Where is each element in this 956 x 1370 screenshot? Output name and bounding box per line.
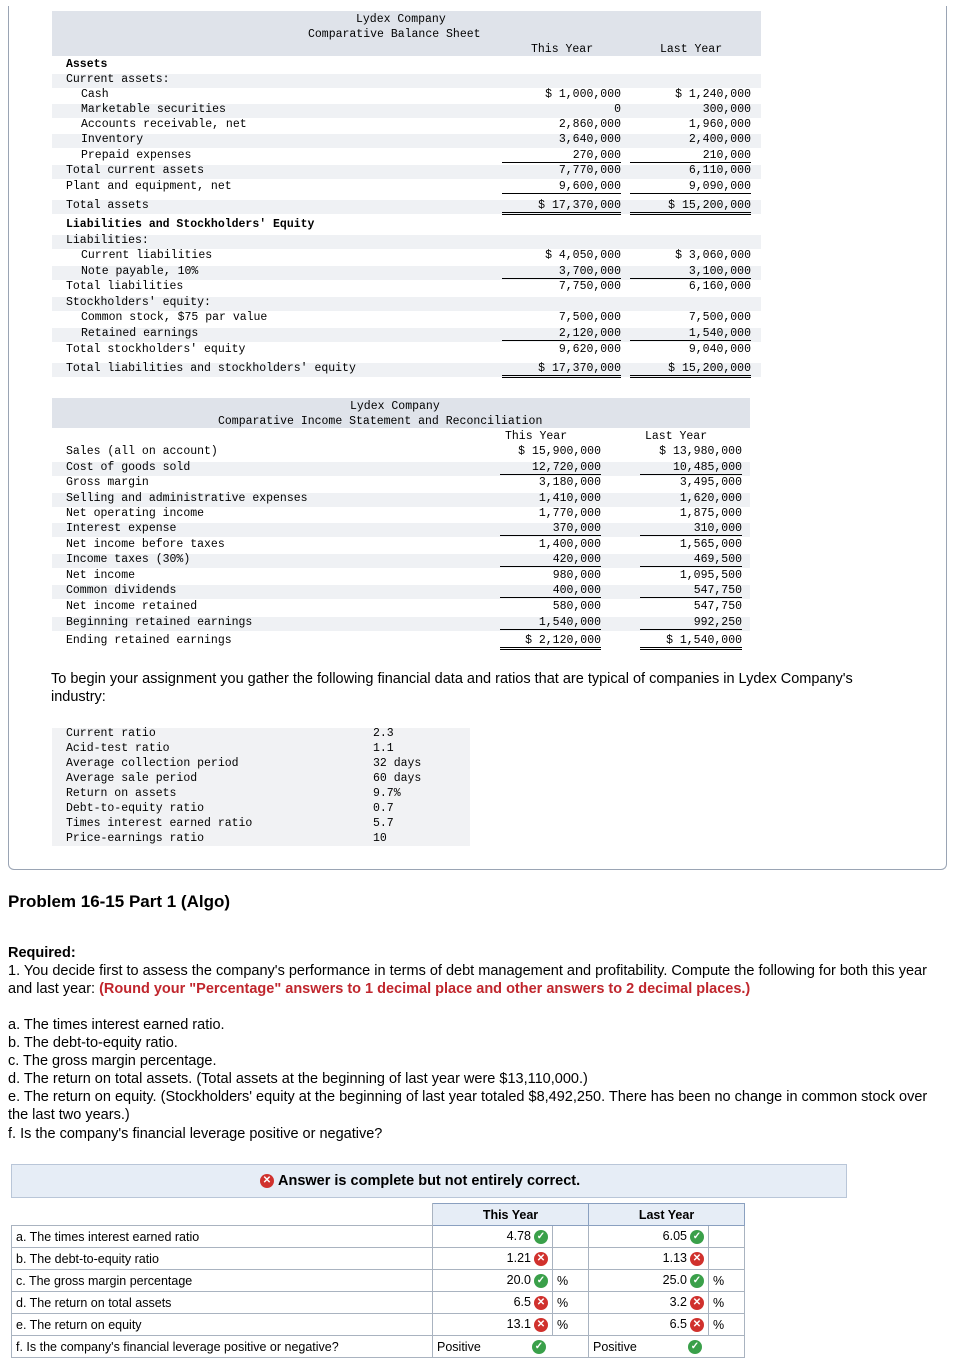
balance-sheet-title: Comparative Balance Sheet [308,28,481,41]
income-statement-row-label: Income taxes (30%) [66,553,191,566]
balance-sheet-last-year-value: 6,110,000 [688,164,751,177]
answer-last-year-cell[interactable] [589,1248,709,1270]
balance-sheet-this-year-value: 3,700,000 [502,265,621,279]
answer-last-year-cell[interactable] [589,1336,745,1358]
balance-sheet-this-year-value: 7,500,000 [558,311,621,324]
answer-this-year-value: 20.0 [506,1273,531,1288]
income-statement-last-year-value: 1,565,000 [679,538,742,551]
balance-sheet-row-label: Liabilities and Stockholders' Equity [66,218,315,231]
industry-ratio-label: Price-earnings ratio [66,832,205,845]
income-statement-this-year-value: 12,720,000 [500,461,601,475]
income-statement-this-year-value: 400,000 [500,584,601,598]
balance-sheet-row-label: Assets [66,58,108,71]
income-statement-last-year-value: 992,250 [640,616,742,630]
balance-sheet-row-label: Current assets: [66,73,170,86]
balance-sheet-last-year-value: 9,040,000 [688,343,751,356]
answer-this-year-cell[interactable] [433,1248,553,1270]
answer-row-label: a. The times interest earned ratio [12,1226,433,1248]
income-statement-row-label: Selling and administrative expenses [66,492,308,505]
income-statement-row-label: Net income retained [66,600,198,613]
income-statement-col-last: Last Year [645,430,708,443]
industry-ratio-label: Return on assets [66,787,177,800]
balance-sheet-row-label: Total liabilities [66,280,184,293]
answer-col-last: Last Year [589,1204,745,1226]
balance-sheet-last-year-value: $ 15,200,000 [630,362,751,378]
answer-status-banner [11,1164,847,1198]
balance-sheet-last-year-value: 300,000 [702,103,751,116]
balance-sheet-row-label: Cash [81,88,109,101]
balance-sheet-last-year-value: 9,090,000 [630,180,751,194]
industry-ratio-label: Times interest earned ratio [66,817,253,830]
answer-last-year-value: 1.13 [662,1251,687,1266]
income-statement-company: Lydex Company [350,400,440,413]
industry-ratio-label: Debt-to-equity ratio [66,802,205,815]
answer-this-year-unit [553,1248,589,1270]
income-statement-row-label: Net operating income [66,507,205,520]
correct-icon: ✓ [534,1230,548,1244]
industry-ratio-value: 0.7 [373,802,394,815]
balance-sheet-this-year-value: 0 [614,103,621,116]
income-statement-last-year-value: 547,750 [640,584,742,598]
balance-sheet-row-label: Plant and equipment, net [66,180,232,193]
answer-row-label: b. The debt-to-equity ratio [12,1248,433,1270]
balance-sheet-row-label: Common stock, $75 par value [81,311,268,324]
industry-ratio-label: Current ratio [66,727,156,740]
income-statement-col-this: This Year [505,430,568,443]
answer-row-label: f. Is the company's financial leverage positive or negative? [12,1336,433,1358]
problem-title: Problem 16-15 Part 1 (Algo) [8,892,231,911]
balance-sheet-last-year-value: 1,540,000 [630,327,751,341]
balance-sheet-row-label: Prepaid expenses [81,149,192,162]
income-statement-this-year-value: 1,770,000 [538,507,601,520]
industry-ratio-value: 9.7% [373,787,401,800]
answer-last-year-cell[interactable] [589,1226,709,1248]
balance-sheet-row-label: Current liabilities [81,249,213,262]
income-statement-row-label: Net income [66,569,136,582]
balance-sheet-row-label: Liabilities: [66,234,149,247]
answer-this-year-unit [553,1226,589,1248]
income-statement-this-year-value: 1,540,000 [500,616,601,630]
balance-sheet-last-year-value: 7,500,000 [688,311,751,324]
answer-this-year-value: Positive [437,1339,481,1354]
answer-last-year-unit: % [709,1292,745,1314]
income-statement-last-year-value: 1,875,000 [679,507,742,520]
balance-sheet-row-label: Total assets [66,199,149,212]
incorrect-icon: ✕ [260,1174,274,1188]
answer-last-year-unit [709,1226,745,1248]
balance-sheet-row-label: Accounts receivable, net [81,118,247,131]
answer-last-year-cell[interactable] [589,1292,709,1314]
requirement-item: d. The return on total assets. (Total assets at the beginning of last year were $13,110,000.) [8,1071,588,1087]
balance-sheet-this-year-value: 7,770,000 [558,164,621,177]
balance-sheet-this-year-value: $ 17,370,000 [502,199,621,215]
balance-sheet-last-year-value: 2,400,000 [688,133,751,146]
income-statement-last-year-value: 469,500 [640,553,742,567]
balance-sheet-col-this: This Year [531,43,594,56]
income-statement-this-year-value: 420,000 [500,553,601,567]
intro-text: To begin your assignment you gather the following financial data and ratios that are typical of companies in Lydex Company's industry: [51,671,853,705]
income-statement-row-label: Common dividends [66,584,177,597]
balance-sheet-this-year-value: $ 17,370,000 [502,362,621,378]
balance-sheet-row-label: Note payable, 10% [81,265,199,278]
balance-sheet-row-label: Marketable securities [81,103,226,116]
balance-sheet-last-year-value: $ 3,060,000 [675,249,751,262]
answer-last-year-value: 3.2 [669,1295,687,1310]
required-label: Required: [8,945,76,961]
income-statement-this-year-value: $ 2,120,000 [500,634,601,650]
incorrect-icon: ✕ [534,1318,548,1332]
industry-ratio-value: 32 days [373,757,422,770]
balance-sheet-last-year-value: 1,960,000 [688,118,751,131]
answer-this-year-value: 13.1 [506,1317,531,1332]
income-statement-this-year-value: 1,400,000 [538,538,601,551]
answer-last-year-value: Positive [593,1339,637,1354]
income-statement-row-label: Ending retained earnings [66,634,232,647]
answer-status [260,1173,580,1189]
industry-ratio-label: Acid-test ratio [66,742,170,755]
income-statement-row-label: Cost of goods sold [66,461,191,474]
incorrect-icon: ✕ [690,1296,704,1310]
answer-last-year-unit [709,1248,745,1270]
answer-row-label: c. The gross margin percentage [12,1270,433,1292]
incorrect-icon: ✕ [534,1296,548,1310]
balance-sheet-this-year-value: 270,000 [502,149,621,163]
income-statement-this-year-value: 1,410,000 [538,492,601,505]
answer-this-year-cell[interactable] [433,1336,589,1358]
income-statement-row-label: Gross margin [66,476,149,489]
answer-last-year-value: 25.0 [662,1273,687,1288]
industry-ratio-value: 10 [373,832,387,845]
answer-this-year-value: 6.5 [513,1295,531,1310]
requirement-item: e. The return on equity. (Stockholders' equity at the beginning of last year totaled $8,492,250. There has been no change in common stock over the last two years.) [8,1089,928,1123]
balance-sheet-this-year-value: 7,750,000 [558,280,621,293]
income-statement-last-year-value: 3,495,000 [679,476,742,489]
industry-ratio-value: 2.3 [373,727,394,740]
balance-sheet-this-year-value: 3,640,000 [558,133,621,146]
income-statement-last-year-value: 10,485,000 [640,461,742,475]
requirement-item: a. The times interest earned ratio. [8,1017,225,1033]
answer-last-year-cell[interactable] [589,1270,709,1292]
income-statement-row-label: Interest expense [66,522,177,535]
answer-row [12,1248,745,1270]
correct-icon: ✓ [534,1274,548,1288]
industry-ratio-value: 60 days [373,772,422,785]
industry-ratio-value: 1.1 [373,742,394,755]
balance-sheet-last-year-value: $ 15,200,000 [630,199,751,215]
industry-ratio-label: Average sale period [66,772,198,785]
answer-this-year-cell[interactable] [433,1270,553,1292]
requirement-item: c. The gross margin percentage. [8,1053,217,1069]
answer-last-year-unit: % [709,1314,745,1336]
answer-row [12,1226,745,1248]
income-statement-row-label: Beginning retained earnings [66,616,253,629]
answer-this-year-cell[interactable] [433,1226,553,1248]
answer-this-year-unit: % [553,1314,589,1336]
answer-last-year-value: 6.05 [662,1229,687,1244]
balance-sheet-this-year-value: 9,620,000 [558,343,621,356]
answer-this-year-unit: % [553,1292,589,1314]
answer-row-label: e. The return on equity [12,1314,433,1336]
income-statement-last-year-value: 1,620,000 [679,492,742,505]
balance-sheet-last-year-value: $ 1,240,000 [675,88,751,101]
answer-col-this: This Year [433,1204,589,1226]
balance-sheet-this-year-value: $ 4,050,000 [545,249,621,262]
answer-last-year-value: 6.5 [669,1317,687,1332]
balance-sheet-row-label: Total liabilities and stockholders' equity [66,362,356,375]
income-statement-last-year-value: 547,750 [693,600,742,613]
balance-sheet-this-year-value: $ 1,000,000 [545,88,621,101]
answer-this-year-value: 4.78 [506,1229,531,1244]
answer-row [12,1292,745,1314]
balance-sheet-row-label: Inventory [81,133,144,146]
income-statement-row-label: Sales (all on account) [66,445,218,458]
answer-this-year-unit: % [553,1270,589,1292]
income-statement-this-year-value: $ 15,900,000 [518,445,601,458]
income-statement-last-year-value: 1,095,500 [679,569,742,582]
incorrect-icon: ✕ [534,1252,548,1266]
industry-ratio-label: Average collection period [66,757,239,770]
income-statement-this-year-value: 370,000 [500,522,601,536]
correct-icon: ✓ [690,1274,704,1288]
incorrect-icon: ✕ [690,1318,704,1332]
incorrect-icon: ✕ [690,1252,704,1266]
answer-row [12,1314,745,1336]
balance-sheet-col-last: Last Year [660,43,723,56]
balance-sheet-row-bg [52,235,761,249]
income-statement-last-year-value: 310,000 [640,522,742,536]
balance-sheet-last-year-value: 6,160,000 [688,280,751,293]
balance-sheet-company: Lydex Company [356,13,446,26]
answer-last-year-cell[interactable] [589,1314,709,1336]
correct-icon: ✓ [532,1340,546,1354]
answer-row [12,1270,745,1292]
instruction-rounding: (Round your "Percentage" answers to 1 decimal place and other answers to 2 decimal places.) [99,981,751,997]
income-statement-last-year-value: $ 1,540,000 [640,634,742,650]
income-statement-row-label: Net income before taxes [66,538,225,551]
correct-icon: ✓ [690,1230,704,1244]
income-statement-last-year-value: $ 13,980,000 [659,445,742,458]
balance-sheet-row-label: Retained earnings [81,327,199,340]
balance-sheet-this-year-value: 2,120,000 [502,327,621,341]
answer-row-label: d. The return on total assets [12,1292,433,1314]
instruction [8,962,948,998]
balance-sheet-this-year-value: 2,860,000 [558,118,621,131]
balance-sheet-this-year-value: 9,600,000 [502,180,621,194]
requirement-item: f. Is the company's financial leverage positive or negative? [8,1126,383,1142]
income-statement-this-year-value: 980,000 [552,569,601,582]
answer-this-year-value: 1.21 [506,1251,531,1266]
answer-header-blank [12,1204,433,1226]
income-statement-this-year-value: 580,000 [552,600,601,613]
balance-sheet-row-label: Total stockholders' equity [66,343,246,356]
income-statement-this-year-value: 3,180,000 [538,476,601,489]
answer-row [12,1336,745,1358]
balance-sheet-last-year-value: 3,100,000 [630,265,751,279]
industry-ratio-value: 5.7 [373,817,394,830]
answer-this-year-cell[interactable] [433,1314,553,1336]
answer-table [11,1203,745,1358]
correct-icon: ✓ [688,1340,702,1354]
answer-this-year-cell[interactable] [433,1292,553,1314]
balance-sheet-row-label: Total current assets [66,164,205,177]
requirement-item: b. The debt-to-equity ratio. [8,1035,178,1051]
income-statement-title: Comparative Income Statement and Reconciliation [218,415,543,428]
balance-sheet-last-year-value: 210,000 [630,149,751,163]
instruction-text: 1. You decide first to assess the company's performance in terms of debt management and profitability. Compute the following for both this year and last year: [8,963,927,997]
balance-sheet-row-label: Stockholders' equity: [66,296,211,309]
answer-last-year-unit: % [709,1270,745,1292]
answer-status-text: Answer is complete but not entirely correct. [278,1173,581,1189]
